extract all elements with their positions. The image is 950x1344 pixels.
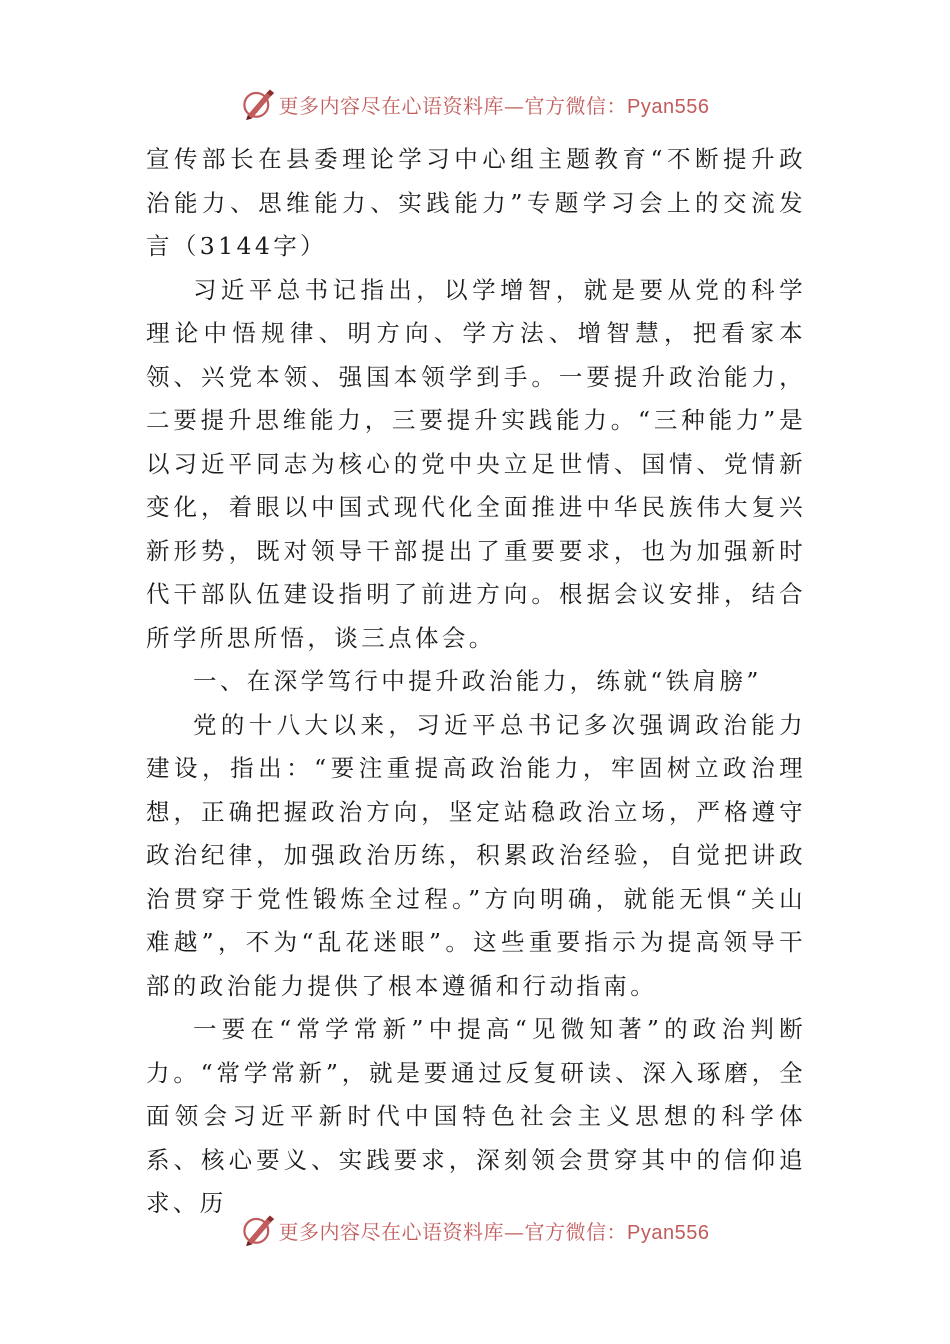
document-body: [146, 138, 806, 1226]
paragraph-political-ability: 党的十八大以来，习近平总书记多次强调政治能力建设，指出：“要注重提高政治能力，牢固树立政治理想，正确把握政治方向，坚定站稳政治立场，严格遵守政治纪律，加强政治历练，积累政治经验，自觉把讲政治贯穿于党性锻炼全过程。”方向明确，就能无惧“关山难越”，不为“乱花迷眼”。这些重要指示为提高领导干部的政治能力提供了根本遵循和行动指南。: [146, 710, 806, 1000]
paragraph-intro: 习近平总书记指出，以学增智，就是要从党的科学理论中悟规律、明方向、学方法、增智慧，把看家本领、兴党本领、强国本领学到手。一要提升政治能力，二要提升思维能力，三要提升实践能力。“三种能力”是以习近平同志为核心的党中央立足世情、国情、党情新变化，着眼以中国式现代化全面推进中华民族伟大复兴新形势，既对领导干部提出了重要要求，也为加强新时代干部队伍建设指明了前进方向。根据会议安排，结合所学所思所悟，谈三点体会。: [146, 275, 806, 652]
watermark-text: 更多内容尽在心语资料库—官方微信：Pyan556: [278, 1219, 710, 1244]
watermark-banner-bottom: [0, 1208, 950, 1252]
document-title: 宣传部长在县委理论学习中心组主题教育“不断提升政治能力、思维能力、实践能力”专题学习会上的交流发言（3144字）: [146, 145, 806, 260]
pen-logo-icon: [241, 1213, 275, 1247]
watermark-text: 更多内容尽在心语资料库—官方微信：Pyan556: [278, 93, 710, 118]
pen-logo-icon: [241, 87, 275, 121]
paragraph-point-1: 一要在“常学常新”中提高“见微知著”的政治判断力。“常学常新”，就是要通过反复研读、深入琢磨，全面领会习近平新时代中国特色社会主义思想的科学体系、核心要义、实践要求，深刻领会贯穿其中的信仰追求、历: [146, 1015, 806, 1217]
section-heading-1: 一、在深学笃行中提升政治能力，练就“铁肩膀”: [193, 667, 762, 695]
watermark-banner-top: [0, 82, 950, 126]
